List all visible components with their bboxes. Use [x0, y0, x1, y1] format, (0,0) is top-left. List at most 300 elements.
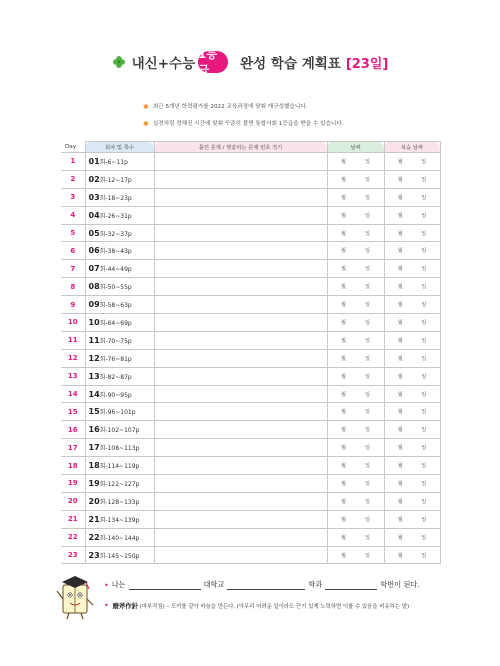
round-number: 06	[88, 246, 100, 256]
pledge-prefix: 나는	[111, 580, 126, 589]
page-range: 회-128~133p	[99, 498, 140, 506]
round-number: 18	[88, 461, 100, 471]
study-date-cell[interactable]	[327, 153, 384, 171]
month-label: 월	[340, 516, 346, 523]
month-label: 월	[340, 176, 346, 183]
round-number: 10	[88, 317, 100, 327]
day-number: 5	[61, 224, 85, 242]
month-label: 월	[340, 498, 346, 505]
table-row	[61, 367, 440, 385]
day-label: 일	[421, 176, 427, 183]
page-range: 회-145~150p	[99, 552, 140, 560]
round-pages	[85, 385, 154, 403]
round-number: 11	[88, 335, 100, 345]
review-date-cell[interactable]	[384, 206, 440, 224]
page-title	[0, 47, 500, 77]
round-pages	[85, 242, 154, 260]
round-number: 08	[88, 282, 100, 292]
page-range: 회-90~95p	[99, 391, 132, 399]
round-pages	[85, 170, 154, 188]
round-number: 14	[88, 389, 100, 399]
study-date-cell[interactable]	[327, 457, 384, 475]
day-label: 일	[364, 284, 370, 291]
day-number: 9	[61, 296, 85, 314]
round-number: 20	[88, 496, 100, 506]
round-pages	[85, 153, 154, 171]
round-pages	[85, 314, 154, 332]
month-label: 월	[397, 355, 403, 362]
table-row	[61, 528, 440, 546]
page-range: 회-44~49p	[99, 266, 132, 274]
university-blank[interactable]	[129, 581, 201, 590]
review-date-cell[interactable]	[384, 278, 440, 296]
month-label: 월	[397, 248, 403, 255]
study-date-cell[interactable]	[327, 475, 384, 493]
problem-numbers-cell[interactable]	[154, 475, 327, 493]
day-label: 일	[421, 337, 427, 344]
round-number: 05	[88, 228, 100, 238]
day-label: 일	[364, 463, 370, 470]
day-label: 일	[421, 266, 427, 273]
problem-numbers-cell[interactable]	[154, 385, 327, 403]
study-date-cell[interactable]	[327, 188, 384, 206]
problem-numbers-cell[interactable]	[154, 546, 327, 564]
day-label: 일	[364, 302, 370, 309]
review-date-cell-labels	[385, 158, 440, 165]
month-label: 월	[340, 319, 346, 326]
problem-numbers-cell[interactable]	[154, 224, 327, 242]
pledge-department: 학과	[308, 580, 323, 589]
table-row	[61, 188, 440, 206]
review-date-cell[interactable]	[384, 296, 440, 314]
review-date-cell[interactable]	[384, 546, 440, 564]
page-range: 회-102~107p	[99, 427, 140, 435]
review-date-cell-labels	[385, 373, 440, 380]
day-label: 일	[421, 552, 427, 559]
day-label: 일	[421, 534, 427, 541]
review-date-cell-labels	[385, 552, 440, 559]
round-number: 13	[88, 371, 100, 381]
note-item	[143, 99, 344, 116]
table-row	[61, 331, 440, 349]
review-date-cell[interactable]	[384, 457, 440, 475]
table-row	[61, 170, 440, 188]
table-row	[61, 278, 440, 296]
month-label: 월	[397, 194, 403, 201]
month-label: 월	[397, 284, 403, 291]
table-row	[61, 439, 440, 457]
page-range: 회-70~75p	[99, 337, 132, 345]
day-label: 일	[364, 355, 370, 362]
study-plan-table	[61, 141, 441, 564]
table-row	[61, 492, 440, 510]
round-number: 22	[88, 532, 100, 542]
study-date-cell-labels	[328, 534, 384, 541]
day-label: 일	[421, 498, 427, 505]
day-number: 16	[61, 421, 85, 439]
round-pages	[85, 492, 154, 510]
header-round: 회차 및 쪽수	[85, 142, 154, 153]
month-label: 월	[397, 391, 403, 398]
review-date-cell-labels	[385, 408, 440, 415]
problem-numbers-cell[interactable]	[154, 296, 327, 314]
pledge-line	[104, 580, 420, 590]
month-label: 월	[397, 409, 403, 416]
clover-icon	[112, 55, 126, 69]
review-date-cell[interactable]	[384, 421, 440, 439]
round-number: 07	[88, 264, 100, 274]
month-label: 월	[340, 266, 346, 273]
day-number: 7	[61, 260, 85, 278]
table-row	[61, 510, 440, 528]
month-label: 월	[340, 230, 346, 237]
problem-numbers-cell[interactable]	[154, 457, 327, 475]
month-label: 월	[397, 373, 403, 380]
study-date-cell[interactable]	[327, 510, 384, 528]
day-label: 일	[364, 230, 370, 237]
month-label: 월	[397, 498, 403, 505]
table-body	[61, 153, 440, 564]
day-number: 19	[61, 475, 85, 493]
day-number: 21	[61, 510, 85, 528]
day-label: 일	[364, 409, 370, 416]
month-label: 월	[340, 248, 346, 255]
review-date-cell[interactable]	[384, 314, 440, 332]
page-range: 회-12~17p	[99, 176, 132, 184]
header-date: 날짜	[327, 142, 384, 153]
study-date-cell-labels	[328, 265, 384, 272]
footer	[0, 567, 500, 637]
study-date-cell-labels	[328, 462, 384, 469]
day-label: 일	[364, 248, 370, 255]
round-pages	[85, 510, 154, 528]
day-label: 일	[421, 409, 427, 416]
day-label: 일	[364, 176, 370, 183]
study-date-cell-labels	[328, 212, 384, 219]
month-label: 월	[340, 463, 346, 470]
month-label: 월	[340, 194, 346, 201]
day-number: 6	[61, 242, 85, 260]
review-date-cell[interactable]	[384, 331, 440, 349]
month-label: 월	[397, 552, 403, 559]
study-date-cell-labels	[328, 301, 384, 308]
round-pages	[85, 296, 154, 314]
study-date-cell-labels	[328, 355, 384, 362]
page-range: 회-64~69p	[99, 319, 132, 327]
round-pages	[85, 206, 154, 224]
round-pages	[85, 457, 154, 475]
page-range: 회-38~43p	[99, 248, 132, 256]
review-date-cell[interactable]	[384, 153, 440, 171]
review-date-cell-labels	[385, 480, 440, 487]
study-date-cell-labels	[328, 480, 384, 487]
month-label: 월	[340, 427, 346, 434]
problem-numbers-cell[interactable]	[154, 492, 327, 510]
day-label: 일	[421, 158, 427, 165]
day-label: 일	[421, 427, 427, 434]
note-text: 실전처럼 정해진 시간에 맞춰 꾸준히 풀면 통합사회 1등급을 받을 수 있습니다.	[152, 121, 344, 127]
title-plan: 완성 학습 계획표	[240, 56, 341, 72]
page-range: 회-96~101p	[99, 409, 136, 417]
study-date-cell-labels	[328, 408, 384, 415]
day-number: 13	[61, 367, 85, 385]
study-date-cell[interactable]	[327, 314, 384, 332]
study-date-cell-labels	[328, 391, 384, 398]
review-date-cell-labels	[385, 283, 440, 290]
study-date-cell[interactable]	[327, 528, 384, 546]
month-label: 월	[340, 552, 346, 559]
day-label: 일	[364, 373, 370, 380]
problem-numbers-cell[interactable]	[154, 206, 327, 224]
day-label: 일	[421, 319, 427, 326]
study-date-cell[interactable]	[327, 492, 384, 510]
day-number: 4	[61, 206, 85, 224]
month-label: 월	[340, 158, 346, 165]
month-label: 월	[340, 212, 346, 219]
day-label: 일	[421, 373, 427, 380]
month-label: 월	[397, 158, 403, 165]
month-label: 월	[340, 355, 346, 362]
table-row	[61, 224, 440, 242]
review-date-cell[interactable]	[384, 260, 440, 278]
review-date-cell[interactable]	[384, 403, 440, 421]
day-number: 20	[61, 492, 85, 510]
review-date-cell-labels	[385, 230, 440, 237]
study-date-cell[interactable]	[327, 367, 384, 385]
study-date-cell[interactable]	[327, 331, 384, 349]
month-label: 월	[397, 445, 403, 452]
study-date-cell[interactable]	[327, 349, 384, 367]
day-label: 일	[364, 194, 370, 201]
month-label: 월	[397, 480, 403, 487]
bullet-dot: •	[104, 601, 109, 610]
day-label: 일	[421, 355, 427, 362]
study-date-cell[interactable]	[327, 260, 384, 278]
study-date-cell-labels	[328, 158, 384, 165]
table-row	[61, 385, 440, 403]
day-number: 12	[61, 349, 85, 367]
day-label: 일	[421, 212, 427, 219]
month-label: 월	[340, 284, 346, 291]
review-date-cell[interactable]	[384, 242, 440, 260]
study-date-cell[interactable]	[327, 546, 384, 564]
study-date-cell-labels	[328, 337, 384, 344]
day-label: 일	[421, 516, 427, 523]
day-label: 일	[364, 266, 370, 273]
review-date-cell-labels	[385, 337, 440, 344]
problem-numbers-cell[interactable]	[154, 421, 327, 439]
round-number: 12	[88, 353, 100, 363]
round-pages	[85, 475, 154, 493]
study-date-cell[interactable]	[327, 224, 384, 242]
problem-numbers-cell[interactable]	[154, 439, 327, 457]
review-date-cell[interactable]	[384, 349, 440, 367]
problem-numbers-cell[interactable]	[154, 242, 327, 260]
mascot-icon	[54, 573, 96, 621]
page-range: 회-76~81p	[99, 355, 132, 363]
round-pages	[85, 528, 154, 546]
day-label: 일	[421, 480, 427, 487]
page-range: 회-50~55p	[99, 284, 132, 292]
month-label: 월	[340, 445, 346, 452]
round-number: 04	[88, 210, 100, 220]
day-number: 8	[61, 278, 85, 296]
round-pages	[85, 439, 154, 457]
star-icon: ✱	[143, 103, 149, 111]
review-date-cell-labels	[385, 516, 440, 523]
day-number: 18	[61, 457, 85, 475]
review-date-cell-labels	[385, 426, 440, 433]
round-number: 17	[88, 443, 100, 453]
day-label: 일	[421, 284, 427, 291]
study-date-cell-labels	[328, 552, 384, 559]
page-range: 회-122~127p	[99, 480, 140, 488]
month-label: 월	[397, 212, 403, 219]
problem-numbers-cell[interactable]	[154, 349, 327, 367]
review-date-cell-labels	[385, 498, 440, 505]
review-date-cell-labels	[385, 247, 440, 254]
review-date-cell[interactable]	[384, 367, 440, 385]
problem-numbers-cell[interactable]	[154, 331, 327, 349]
day-label: 일	[421, 302, 427, 309]
day-number: 14	[61, 385, 85, 403]
month-label: 월	[397, 176, 403, 183]
month-label: 월	[397, 427, 403, 434]
round-pages	[85, 331, 154, 349]
review-date-cell[interactable]	[384, 475, 440, 493]
page-range: 회-140~144p	[99, 534, 140, 542]
review-date-cell-labels	[385, 319, 440, 326]
round-number: 16	[88, 425, 100, 435]
table-header-row	[61, 142, 440, 153]
study-date-cell-labels	[328, 426, 384, 433]
bullet-dot: •	[104, 581, 109, 590]
day-label: 일	[364, 427, 370, 434]
problem-numbers-cell[interactable]	[154, 403, 327, 421]
study-date-cell-labels	[328, 498, 384, 505]
review-date-cell[interactable]	[384, 439, 440, 457]
day-label: 일	[364, 534, 370, 541]
day-label: 일	[364, 337, 370, 344]
round-pages	[85, 188, 154, 206]
day-label: 일	[364, 158, 370, 165]
note-text: 최근 5개년 학력평가를 2022 교육과정에 맞춰 재구성했습니다.	[152, 104, 308, 110]
month-label: 월	[397, 266, 403, 273]
proverb-hanja: 磨斧作針	[112, 602, 138, 610]
problem-numbers-cell[interactable]	[154, 188, 327, 206]
round-number: 02	[88, 174, 100, 184]
table-row	[61, 403, 440, 421]
review-date-cell[interactable]	[384, 510, 440, 528]
review-date-cell-labels	[385, 462, 440, 469]
page-range: 회-6~11p	[99, 158, 128, 166]
problem-numbers-cell[interactable]	[154, 314, 327, 332]
page-range: 회-108~113p	[99, 445, 140, 453]
month-label: 월	[397, 463, 403, 470]
study-date-cell[interactable]	[327, 170, 384, 188]
review-date-cell-labels	[385, 301, 440, 308]
page-range: 회-134~139p	[99, 516, 140, 524]
day-label: 일	[421, 194, 427, 201]
day-number: 2	[61, 170, 85, 188]
day-number: 1	[61, 153, 85, 171]
study-date-cell-labels	[328, 283, 384, 290]
study-date-cell[interactable]	[327, 242, 384, 260]
review-date-cell-labels	[385, 194, 440, 201]
round-number: 15	[88, 407, 100, 417]
study-date-cell[interactable]	[327, 439, 384, 457]
day-label: 일	[364, 391, 370, 398]
round-pages	[85, 260, 154, 278]
table-row	[61, 242, 440, 260]
study-date-cell-labels	[328, 247, 384, 254]
study-date-cell[interactable]	[327, 206, 384, 224]
problem-numbers-cell[interactable]	[154, 367, 327, 385]
table-row	[61, 349, 440, 367]
month-label: 월	[340, 391, 346, 398]
review-date-cell[interactable]	[384, 492, 440, 510]
review-date-cell[interactable]	[384, 224, 440, 242]
round-number: 23	[88, 550, 100, 560]
review-date-cell[interactable]	[384, 188, 440, 206]
day-label: 일	[421, 463, 427, 470]
day-label: 일	[364, 445, 370, 452]
month-label: 월	[397, 516, 403, 523]
problem-numbers-cell[interactable]	[154, 278, 327, 296]
study-date-cell-labels	[328, 176, 384, 183]
page-range: 회-82~87p	[99, 373, 132, 381]
study-date-cell[interactable]	[327, 385, 384, 403]
day-label: 일	[421, 248, 427, 255]
day-label: 일	[364, 552, 370, 559]
round-number: 09	[88, 300, 100, 310]
review-date-cell[interactable]	[384, 170, 440, 188]
round-number: 21	[88, 514, 100, 524]
table-row	[61, 260, 440, 278]
study-date-cell[interactable]	[327, 421, 384, 439]
study-date-cell[interactable]	[327, 403, 384, 421]
problem-numbers-cell[interactable]	[154, 510, 327, 528]
problem-numbers-cell[interactable]	[154, 170, 327, 188]
review-date-cell-labels	[385, 355, 440, 362]
problem-numbers-cell[interactable]	[154, 153, 327, 171]
review-date-cell[interactable]	[384, 528, 440, 546]
study-date-cell[interactable]	[327, 296, 384, 314]
student-id-blank[interactable]	[325, 581, 377, 590]
study-date-cell[interactable]	[327, 278, 384, 296]
round-pages	[85, 278, 154, 296]
month-label: 월	[340, 409, 346, 416]
header-problems: 틀린 문제 / 헷갈리는 문제 번호 적기	[154, 142, 327, 153]
month-label: 월	[397, 319, 403, 326]
proverb-line	[104, 601, 409, 610]
department-blank[interactable]	[227, 581, 305, 590]
problem-numbers-cell[interactable]	[154, 260, 327, 278]
study-date-cell-labels	[328, 230, 384, 237]
round-pages	[85, 224, 154, 242]
round-pages	[85, 349, 154, 367]
table-row	[61, 206, 440, 224]
month-label: 월	[397, 337, 403, 344]
proverb-text: – 도끼를 갈아 바늘을 만든다. (아무리 어려운 일이라도 끈기 있게 노력하면 이룰 수 있음을 비유하는 말)	[166, 604, 410, 610]
day-number: 10	[61, 314, 85, 332]
page-range: 회-58~63p	[99, 302, 132, 310]
study-date-cell-labels	[328, 194, 384, 201]
month-label: 월	[340, 373, 346, 380]
review-date-cell[interactable]	[384, 385, 440, 403]
problem-numbers-cell[interactable]	[154, 528, 327, 546]
review-date-cell-labels	[385, 534, 440, 541]
